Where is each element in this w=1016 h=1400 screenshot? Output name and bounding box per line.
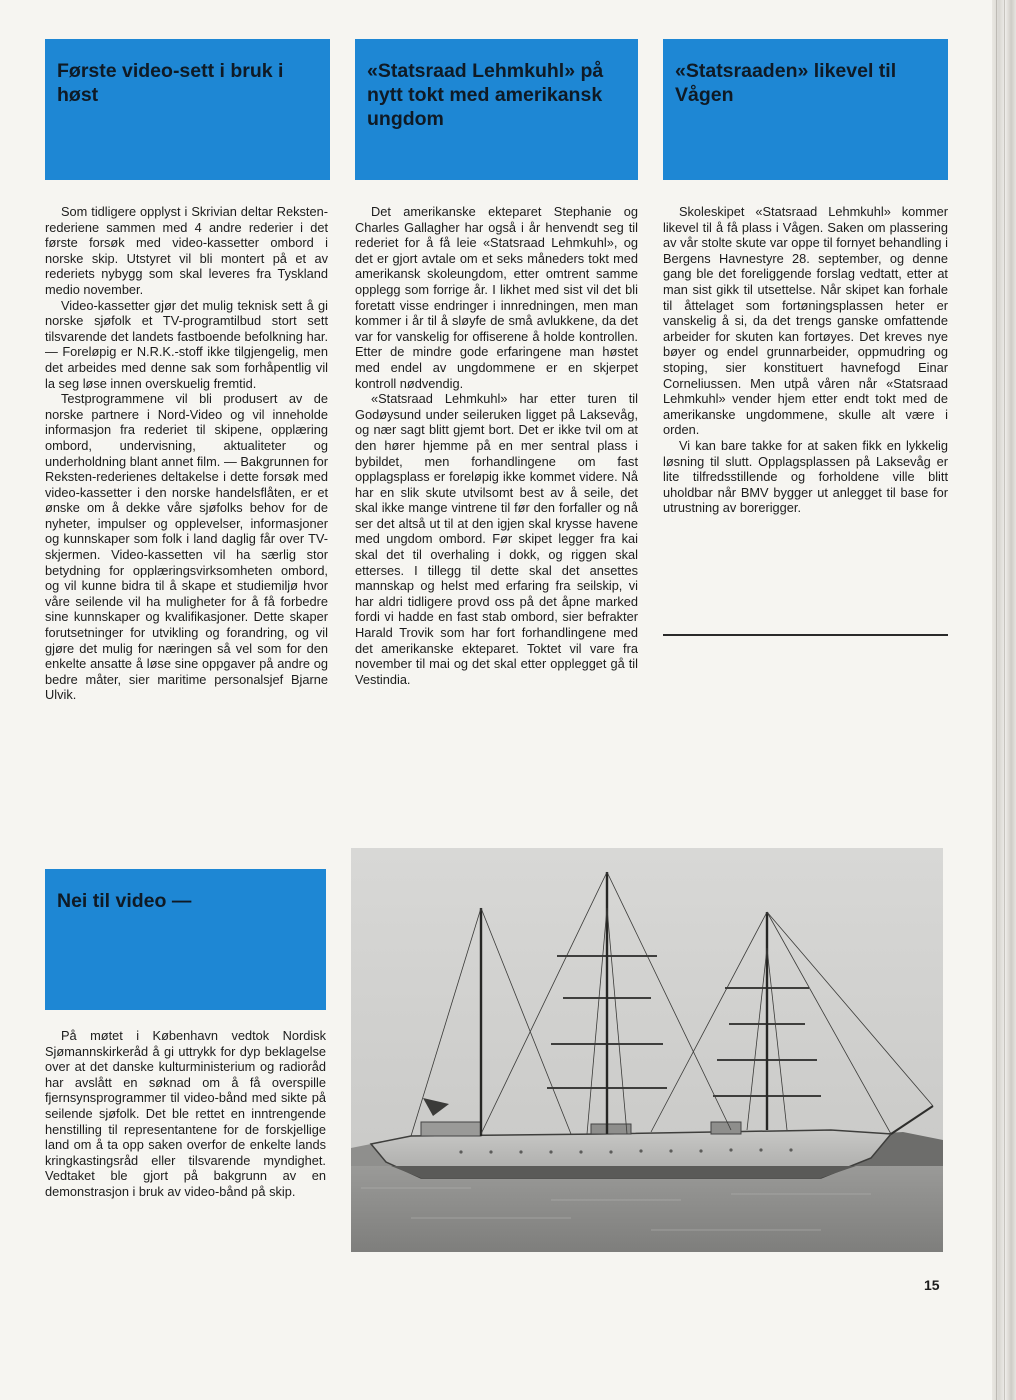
headline-lehmkuhl-tokt: «Statsraad Lehmkuhl» på nytt tokt med amerikansk ungdom bbox=[367, 60, 604, 130]
headline-box-lehmkuhl-tokt bbox=[355, 39, 638, 180]
headline-nei-til-video: Nei til video — bbox=[57, 890, 192, 912]
column-divider-rule bbox=[663, 634, 948, 636]
sailing-ship-image bbox=[351, 848, 943, 1252]
paragraph: «Statsraad Lehmkuhl» har etter turen til Godøysund under seileruken ligget på Laksevåg, og nær sagt blitt gjemt bort. Det er ikke tvil om at den hører hjemme på en mer sentral plass i bybildet, men forhandlingene om fast opplagsplass er foreløpig ikke kommet videre. Nå har en slik skute utvilsomt best av å seile, det skal ikke mange vintrene til før den forfaller og nå ser det altså ut til at den igjen skal krysse havene med ungdom ombord. Før skipet legger fra kai skal det til overhaling i dokk, og riggen skal etterses. I tillegg til dette skal det ansettes mannskap og helst med erfaring fra seilskip, vi har aldri tidligere provd oss på det åpne marked fordi vi hadde en fast stab ombord, sier befrakter Harald Trovik som har fort forhandlingene med det amerikanske ekteparet. Toktet vil vare fra november til mai og det skal etter opplegget gå til Vestindia. bbox=[355, 391, 638, 687]
ship-photo bbox=[351, 848, 943, 1252]
article-lehmkuhl-tokt-body bbox=[355, 204, 638, 687]
article-video-sett-body bbox=[45, 204, 328, 703]
article-statsraaden-vaagen-body bbox=[663, 204, 948, 516]
headline-box-video-sett bbox=[45, 39, 330, 180]
paragraph: Skoleskipet «Statsraad Lehmkuhl» kommer likevel til å få plass i Vågen. Saken om plassering av vår stolte skute var oppe til fornyet behandling i Bergens Havnestyre 28. september, og denne gang ble det foreliggende forslag vedtatt, etter at man sist gikk til utsettelse. Når skipet kan forhale til åttelaget som fortøningsplassen heter er vanskelig å si, da det trengs ganske omfattende arbeider for skuten kan fortøyes. Det kreves nye bøyer og endel grunnarbeider, oppmudring og stoping, sier konstituert havnefogd Einar Corneliussen. Men utpå våren når «Statsraad Lehmkuhl» vender hjem etter endt tokt med de amerikanske ungdommene, skulle alt være i orden. bbox=[663, 204, 948, 438]
article-nei-til-video-body bbox=[45, 1028, 326, 1200]
page-number: 15 bbox=[924, 1277, 940, 1293]
paragraph: Testprogrammene vil bli produsert av de norske partnere i Nord-Video og vil inneholde informasjon fra rederiet til skipene, opplæring ombord, undervisning, aktualiteter og underholdning blant annet film. — Bakgrunnen for Reksten-rederienes deltakelse i dette forsøk med video-kassetter i den norske handelsflåten, er et ønske om å dekke våre sjøfolks behov for de nyheter, impulser og opplevelser, informasjoner og kunnskaper som folk i land daglig får over TV-skjermen. Video-kassetten vil ha særlig stor betydning for opplæringsvirksomheten ombord, og vil kunne bidra til å skape et studiemiljø hvor våre seilende vil ha muligheter for å få forbedre sine kunnskaper og kvalifikasjoner. Dette skaper forutsetninger for utvikling og forandring, og vil gjøre det mulig for næringen så vel som for den enkelte ansatte å løse sine oppgaver på andre og bedre måter, sier maritime personalsjef Bjarne Ulvik. bbox=[45, 391, 328, 703]
headline-box-statsraaden-vaagen bbox=[663, 39, 948, 180]
paragraph: Det amerikanske ekteparet Stephanie og Charles Gallagher har også i år henvendt seg til rederiet for å få leie «Statsraad Lehmkuhl», og det er gjort avtale om et seks måneders tokt med amerikansk skoleungdom, etter omtrent samme opplegg som forrige år. I likhet med sist vil det bli foretatt visse endringer i innredningen, men man kommer i år til å sløyfe de små avlukkene, da det var for vanskelig for offiserene å holde kontrollen. Etter de mindre gode erfaringene man høstet med endel av ungdommene er en skjerpet kontroll nødvendig. bbox=[355, 204, 638, 391]
paragraph: Vi kan bare takke for at saken fikk en lykkelig løsning til slutt. Opplagsplassen på Laksevåg er lite tilfredsstillende og forholdene ville blitt uholdbar når BMV bygger ut anlegget til base for utrustning av borerigger. bbox=[663, 437, 948, 516]
headline-box-nei-til-video bbox=[45, 869, 326, 1010]
headline-statsraaden-vaagen: «Statsraaden» likevel til Vågen bbox=[675, 60, 897, 106]
paragraph: Video-kassetter gjør det mulig teknisk sett å gi norske sjøfolk et TV-programtilbud stort sett tilsvarende det landets fastboende befolkning har. — Foreløpig er N.R.K.-stoff ikke tilgjengelig, men det arbeides med denne sak som forhåpentlig vil la seg løse innen overskuelig fremtid. bbox=[45, 297, 328, 391]
headline-video-sett: Første video-sett i bruk i høst bbox=[57, 60, 284, 106]
page-edge bbox=[992, 0, 1016, 1400]
paragraph: På møtet i København vedtok Nordisk Sjømannskirkeråd å gi uttrykk for dyp beklagelse over at det danske kulturministerium og radioråd har avslått en søknad om å få overspille fjernsynsprogrammer til video-bånd med sikte på seilende sjøfolk. Det ble rettet en inntrengende henstilling til representantene for de forskjellige land om å ta opp saken overfor de enkelte lands kringkastingsråd eller tilsvarende myndighet. Vedtaket ble gjort på bakgrunn av en demonstrasjon i bruk av video-bånd på skip. bbox=[45, 1028, 326, 1199]
paragraph: Som tidligere opplyst i Skrivian deltar Reksten-rederiene sammen med 4 andre rederier i det første forsøk med video-kassetter ombord i norske skip. Utstyret vil bli montert på et av rederiets nybygg som skal leveres fra Tyskland medio november. bbox=[45, 204, 328, 297]
